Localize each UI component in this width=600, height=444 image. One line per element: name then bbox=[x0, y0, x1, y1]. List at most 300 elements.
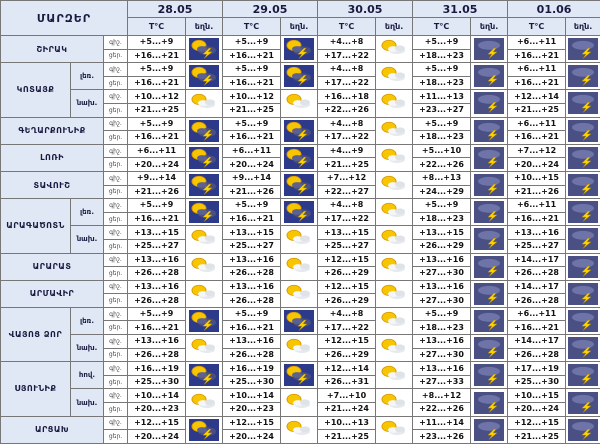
night-temp: +4...+8 bbox=[318, 199, 376, 213]
weather-cell bbox=[186, 416, 223, 443]
partly-cloudy-icon bbox=[186, 337, 222, 359]
day-temp: +26...+28 bbox=[223, 267, 281, 281]
day-temp: +17...+22 bbox=[318, 131, 376, 145]
day-temp: +18...+23 bbox=[413, 321, 471, 335]
sun-thunderstorm-icon bbox=[186, 147, 222, 169]
sun-thunderstorm-icon bbox=[281, 364, 317, 386]
night-temp: +7...+10 bbox=[318, 389, 376, 403]
day-temp: +25...+27 bbox=[508, 239, 566, 253]
partly-cloudy-icon bbox=[376, 337, 412, 359]
day-temp: +26...+28 bbox=[508, 267, 566, 281]
thunderstorm-icon bbox=[471, 92, 507, 114]
sun-thunderstorm-icon bbox=[281, 120, 317, 142]
temp-column-header: T°C bbox=[413, 18, 471, 36]
thunderstorm-icon bbox=[566, 392, 600, 414]
weather-cell bbox=[471, 389, 508, 416]
weather-column-header: եղն. bbox=[376, 18, 413, 36]
period-label: ցեր. bbox=[104, 267, 128, 281]
sun-thunderstorm-icon bbox=[186, 201, 222, 223]
night-temp: +4...+8 bbox=[318, 63, 376, 77]
weather-cell bbox=[281, 362, 318, 389]
table-row bbox=[1, 199, 600, 213]
day-temp: +26...+28 bbox=[128, 294, 186, 308]
night-temp: +12...+15 bbox=[318, 280, 376, 294]
night-temp: +13...+15 bbox=[128, 226, 186, 240]
night-temp: +14...+17 bbox=[508, 335, 566, 349]
partly-cloudy-icon bbox=[186, 92, 222, 114]
region-name: ԼՈՌԻ bbox=[1, 144, 104, 171]
day-temp: +16...+21 bbox=[508, 49, 566, 63]
subregion-label: լեռ. bbox=[71, 63, 104, 90]
sun-thunderstorm-icon bbox=[281, 147, 317, 169]
weather-cell bbox=[471, 117, 508, 144]
night-temp: +6...+11 bbox=[508, 117, 566, 131]
temp-column-header: T°C bbox=[318, 18, 376, 36]
night-temp: +14...+17 bbox=[508, 253, 566, 267]
night-temp: +5...+9 bbox=[223, 36, 281, 50]
period-label: ցեր. bbox=[104, 375, 128, 389]
day-temp: +16...+21 bbox=[223, 49, 281, 63]
weather-cell bbox=[471, 144, 508, 171]
region-name: ԱՐԱՐԱՏ bbox=[1, 253, 104, 280]
day-temp: +21...+26 bbox=[223, 185, 281, 199]
night-temp: +4...+8 bbox=[318, 117, 376, 131]
sun-thunderstorm-icon bbox=[281, 174, 317, 196]
night-temp: +12...+14 bbox=[318, 362, 376, 376]
weather-cell bbox=[376, 253, 413, 280]
weather-column-header: եղն. bbox=[186, 18, 223, 36]
day-temp: +16...+21 bbox=[508, 212, 566, 226]
subregion-label: նախ. bbox=[71, 335, 104, 362]
thunderstorm-icon bbox=[471, 419, 507, 441]
weather-cell bbox=[566, 362, 600, 389]
night-temp: +5...+9 bbox=[413, 63, 471, 77]
thunderstorm-icon bbox=[471, 228, 507, 250]
weather-cell bbox=[376, 416, 413, 443]
day-temp: +16...+21 bbox=[223, 76, 281, 90]
weather-cell bbox=[471, 226, 508, 253]
day-temp: +20...+24 bbox=[223, 430, 281, 444]
period-label: գիշ. bbox=[104, 335, 128, 349]
weather-cell bbox=[471, 335, 508, 362]
weather-cell bbox=[376, 117, 413, 144]
day-temp: +27...+30 bbox=[413, 294, 471, 308]
weather-column-header: եղն. bbox=[281, 18, 318, 36]
thunderstorm-icon bbox=[471, 392, 507, 414]
temp-column-header: T°C bbox=[128, 18, 186, 36]
table-row bbox=[1, 226, 600, 240]
weather-cell bbox=[281, 199, 318, 226]
period-label: ցեր. bbox=[104, 103, 128, 117]
night-temp: +6...+11 bbox=[128, 144, 186, 158]
night-temp: +9...+14 bbox=[128, 171, 186, 185]
day-temp: +25...+30 bbox=[223, 375, 281, 389]
night-temp: +5...+9 bbox=[223, 63, 281, 77]
period-label: գիշ. bbox=[104, 253, 128, 267]
partly-cloudy-icon bbox=[376, 392, 412, 414]
table-row bbox=[1, 253, 600, 267]
thunderstorm-icon bbox=[471, 337, 507, 359]
period-label: ցեր. bbox=[104, 403, 128, 417]
region-name: ՎԱՅՈՑ ՁՈՐ bbox=[1, 307, 71, 361]
day-temp: +16...+21 bbox=[128, 212, 186, 226]
weather-cell bbox=[566, 307, 600, 334]
night-temp: +5...+9 bbox=[223, 307, 281, 321]
sun-thunderstorm-icon bbox=[186, 120, 222, 142]
night-temp: +13...+16 bbox=[128, 280, 186, 294]
night-temp: +6...+11 bbox=[508, 307, 566, 321]
night-temp: +12...+15 bbox=[128, 416, 186, 430]
table-row bbox=[1, 63, 600, 77]
day-temp: +18...+23 bbox=[413, 131, 471, 145]
day-temp: +16...+21 bbox=[508, 131, 566, 145]
night-temp: +13...+15 bbox=[318, 226, 376, 240]
night-temp: +5...+9 bbox=[128, 36, 186, 50]
day-temp: +18...+23 bbox=[413, 49, 471, 63]
night-temp: +16...+19 bbox=[128, 362, 186, 376]
weather-cell bbox=[281, 171, 318, 198]
day-temp: +25...+30 bbox=[128, 375, 186, 389]
weather-cell bbox=[376, 335, 413, 362]
weather-column-header: եղն. bbox=[566, 18, 600, 36]
weather-cell bbox=[376, 144, 413, 171]
sun-thunderstorm-icon bbox=[186, 65, 222, 87]
temp-column-header: T°C bbox=[223, 18, 281, 36]
weather-cell bbox=[471, 171, 508, 198]
night-temp: +4...+8 bbox=[318, 307, 376, 321]
day-temp: +21...+25 bbox=[508, 103, 566, 117]
weather-cell bbox=[186, 253, 223, 280]
night-temp: +13...+16 bbox=[223, 280, 281, 294]
sun-thunderstorm-icon bbox=[186, 174, 222, 196]
sun-thunderstorm-icon bbox=[186, 364, 222, 386]
weather-cell bbox=[566, 280, 600, 307]
weather-cell bbox=[186, 199, 223, 226]
day-temp: +26...+28 bbox=[508, 294, 566, 308]
day-temp: +26...+29 bbox=[318, 348, 376, 362]
partly-cloudy-icon bbox=[376, 256, 412, 278]
day-temp: +20...+24 bbox=[223, 158, 281, 172]
region-name: ԳԵՂԱՐՔՈՒՆԻՔ bbox=[1, 117, 104, 144]
partly-cloudy-icon bbox=[186, 392, 222, 414]
sun-thunderstorm-icon bbox=[281, 65, 317, 87]
thunderstorm-icon bbox=[566, 228, 600, 250]
weather-cell bbox=[186, 362, 223, 389]
night-temp: +13...+15 bbox=[223, 226, 281, 240]
day-temp: +26...+29 bbox=[318, 294, 376, 308]
weather-cell bbox=[186, 63, 223, 90]
partly-cloudy-icon bbox=[281, 337, 317, 359]
day-temp: +21...+25 bbox=[223, 103, 281, 117]
night-temp: +6...+11 bbox=[508, 36, 566, 50]
night-temp: +11...+13 bbox=[413, 90, 471, 104]
weather-cell bbox=[281, 416, 318, 443]
period-label: գիշ. bbox=[104, 226, 128, 240]
day-temp: +25...+27 bbox=[128, 239, 186, 253]
thunderstorm-icon bbox=[566, 256, 600, 278]
partly-cloudy-icon bbox=[376, 310, 412, 332]
weather-cell bbox=[566, 144, 600, 171]
period-label: գիշ. bbox=[104, 416, 128, 430]
table-row bbox=[1, 307, 600, 321]
partly-cloudy-icon bbox=[281, 419, 317, 441]
night-temp: +5...+9 bbox=[413, 199, 471, 213]
period-label: ցեր. bbox=[104, 158, 128, 172]
night-temp: +10...+14 bbox=[223, 389, 281, 403]
day-temp: +16...+21 bbox=[508, 76, 566, 90]
partly-cloudy-icon bbox=[186, 256, 222, 278]
day-temp: +20...+24 bbox=[508, 403, 566, 417]
weather-cell bbox=[566, 171, 600, 198]
night-temp: +13...+16 bbox=[508, 226, 566, 240]
thunderstorm-icon bbox=[471, 38, 507, 60]
night-temp: +5...+9 bbox=[128, 199, 186, 213]
period-label: գիշ. bbox=[104, 63, 128, 77]
regions-header: ՄԱՐԶԵՐ bbox=[1, 1, 128, 36]
thunderstorm-icon bbox=[566, 174, 600, 196]
weather-cell bbox=[471, 36, 508, 63]
day-temp: +21...+25 bbox=[318, 158, 376, 172]
day-temp: +26...+28 bbox=[128, 348, 186, 362]
partly-cloudy-icon bbox=[376, 92, 412, 114]
night-temp: +13...+16 bbox=[128, 253, 186, 267]
night-temp: +6...+11 bbox=[508, 199, 566, 213]
thunderstorm-icon bbox=[471, 310, 507, 332]
thunderstorm-icon bbox=[566, 337, 600, 359]
period-label: ցեր. bbox=[104, 430, 128, 444]
night-temp: +12...+15 bbox=[318, 253, 376, 267]
partly-cloudy-icon bbox=[186, 283, 222, 305]
period-label: գիշ. bbox=[104, 362, 128, 376]
night-temp: +17...+19 bbox=[508, 362, 566, 376]
night-temp: +7...+12 bbox=[508, 144, 566, 158]
weather-cell bbox=[376, 36, 413, 63]
thunderstorm-icon bbox=[471, 283, 507, 305]
thunderstorm-icon bbox=[471, 147, 507, 169]
weather-cell bbox=[566, 63, 600, 90]
day-temp: +25...+27 bbox=[223, 239, 281, 253]
region-name: ՏԱՎՈՒՇ bbox=[1, 171, 104, 198]
partly-cloudy-icon bbox=[376, 147, 412, 169]
period-label: ցեր. bbox=[104, 49, 128, 63]
night-temp: +13...+16 bbox=[223, 253, 281, 267]
period-label: գիշ. bbox=[104, 144, 128, 158]
weather-cell bbox=[471, 90, 508, 117]
night-temp: +10...+12 bbox=[128, 90, 186, 104]
region-name: ՍՅՈՒՆԻՔ bbox=[1, 362, 71, 416]
weather-cell bbox=[376, 307, 413, 334]
day-temp: +27...+30 bbox=[413, 267, 471, 281]
day-temp: +23...+27 bbox=[413, 103, 471, 117]
weather-cell bbox=[186, 226, 223, 253]
night-temp: +12...+15 bbox=[508, 416, 566, 430]
day-temp: +17...+22 bbox=[318, 49, 376, 63]
weather-cell bbox=[376, 362, 413, 389]
night-temp: +10...+14 bbox=[128, 389, 186, 403]
weather-cell bbox=[471, 199, 508, 226]
weather-cell bbox=[566, 416, 600, 443]
weather-cell bbox=[471, 280, 508, 307]
period-label: ցեր. bbox=[104, 239, 128, 253]
partly-cloudy-icon bbox=[186, 228, 222, 250]
sun-thunderstorm-icon bbox=[281, 310, 317, 332]
day-temp: +26...+29 bbox=[318, 267, 376, 281]
thunderstorm-icon bbox=[566, 201, 600, 223]
day-temp: +27...+33 bbox=[413, 375, 471, 389]
day-temp: +17...+22 bbox=[318, 321, 376, 335]
night-temp: +13...+16 bbox=[413, 335, 471, 349]
weather-cell bbox=[186, 36, 223, 63]
region-name: ԿՈՏԱՅՔ bbox=[1, 63, 71, 117]
day-temp: +21...+25 bbox=[318, 430, 376, 444]
night-temp: +5...+9 bbox=[128, 117, 186, 131]
weather-cell bbox=[281, 63, 318, 90]
night-temp: +5...+9 bbox=[413, 117, 471, 131]
date-header: 28.05 bbox=[128, 1, 223, 18]
thunderstorm-icon bbox=[566, 92, 600, 114]
period-label: գիշ. bbox=[104, 280, 128, 294]
weather-cell bbox=[566, 253, 600, 280]
night-temp: +5...+9 bbox=[413, 307, 471, 321]
thunderstorm-icon bbox=[566, 283, 600, 305]
weather-cell bbox=[281, 335, 318, 362]
day-temp: +25...+30 bbox=[508, 375, 566, 389]
partly-cloudy-icon bbox=[281, 283, 317, 305]
weather-cell bbox=[281, 307, 318, 334]
period-label: ցեր. bbox=[104, 348, 128, 362]
night-temp: +13...+15 bbox=[413, 226, 471, 240]
weather-cell bbox=[471, 416, 508, 443]
date-header: 01.06 bbox=[508, 1, 600, 18]
subregion-label: լեռ. bbox=[71, 199, 104, 226]
weather-cell bbox=[281, 389, 318, 416]
day-temp: +17...+22 bbox=[318, 76, 376, 90]
partly-cloudy-icon bbox=[376, 38, 412, 60]
thunderstorm-icon bbox=[566, 38, 600, 60]
night-temp: +8...+13 bbox=[413, 171, 471, 185]
table-row bbox=[1, 280, 600, 294]
weather-cell bbox=[186, 171, 223, 198]
day-temp: +16...+21 bbox=[128, 76, 186, 90]
sun-thunderstorm-icon bbox=[281, 38, 317, 60]
thunderstorm-icon bbox=[566, 65, 600, 87]
weather-cell bbox=[471, 253, 508, 280]
weather-cell bbox=[471, 63, 508, 90]
night-temp: +10...+12 bbox=[223, 90, 281, 104]
day-temp: +20...+23 bbox=[128, 403, 186, 417]
weather-cell bbox=[281, 280, 318, 307]
weather-cell bbox=[376, 389, 413, 416]
partly-cloudy-icon bbox=[376, 120, 412, 142]
night-temp: +4...+8 bbox=[318, 36, 376, 50]
region-name: ՇԻՐԱԿ bbox=[1, 36, 104, 63]
date-header: 30.05 bbox=[318, 1, 413, 18]
subregion-label: լեռ. bbox=[71, 307, 104, 334]
thunderstorm-icon bbox=[566, 120, 600, 142]
weather-cell bbox=[281, 117, 318, 144]
night-temp: +6...+11 bbox=[508, 63, 566, 77]
night-temp: +9...+14 bbox=[223, 171, 281, 185]
region-name: ԱՐԱԳԱԾՈՏՆ bbox=[1, 199, 71, 253]
day-temp: +21...+24 bbox=[318, 403, 376, 417]
weather-cell bbox=[186, 280, 223, 307]
partly-cloudy-icon bbox=[376, 419, 412, 441]
day-temp: +16...+21 bbox=[508, 321, 566, 335]
day-temp: +26...+31 bbox=[318, 375, 376, 389]
weather-column-header: եղն. bbox=[471, 18, 508, 36]
day-temp: +26...+29 bbox=[413, 239, 471, 253]
table-row bbox=[1, 335, 600, 349]
table-row bbox=[1, 144, 600, 158]
night-temp: +5...+9 bbox=[223, 199, 281, 213]
day-temp: +20...+23 bbox=[223, 403, 281, 417]
day-temp: +22...+26 bbox=[413, 158, 471, 172]
day-temp: +16...+21 bbox=[223, 131, 281, 145]
night-temp: +6...+11 bbox=[223, 144, 281, 158]
weather-cell bbox=[281, 226, 318, 253]
weather-cell bbox=[471, 307, 508, 334]
table-row bbox=[1, 171, 600, 185]
day-temp: +21...+26 bbox=[128, 185, 186, 199]
day-temp: +20...+24 bbox=[508, 158, 566, 172]
period-label: ցեր. bbox=[104, 294, 128, 308]
weather-cell bbox=[566, 335, 600, 362]
subregion-label: հով. bbox=[71, 362, 104, 389]
night-temp: +14...+17 bbox=[508, 280, 566, 294]
partly-cloudy-icon bbox=[376, 228, 412, 250]
night-temp: +5...+9 bbox=[128, 307, 186, 321]
weather-cell bbox=[281, 36, 318, 63]
day-temp: +23...+26 bbox=[413, 430, 471, 444]
table-row bbox=[1, 389, 600, 403]
thunderstorm-icon bbox=[471, 201, 507, 223]
night-temp: +12...+15 bbox=[318, 335, 376, 349]
night-temp: +5...+10 bbox=[413, 144, 471, 158]
partly-cloudy-icon bbox=[376, 174, 412, 196]
weather-cell bbox=[186, 144, 223, 171]
date-header: 31.05 bbox=[413, 1, 508, 18]
day-temp: +26...+28 bbox=[223, 348, 281, 362]
day-temp: +25...+27 bbox=[318, 239, 376, 253]
table-row bbox=[1, 416, 600, 430]
period-label: գիշ. bbox=[104, 199, 128, 213]
night-temp: +13...+16 bbox=[413, 253, 471, 267]
weather-cell bbox=[186, 117, 223, 144]
day-temp: +18...+23 bbox=[413, 212, 471, 226]
table-row bbox=[1, 117, 600, 131]
table-row bbox=[1, 90, 600, 104]
weather-cell bbox=[281, 253, 318, 280]
weather-cell bbox=[281, 144, 318, 171]
thunderstorm-icon bbox=[471, 364, 507, 386]
period-label: գիշ. bbox=[104, 36, 128, 50]
subregion-label: նախ. bbox=[71, 90, 104, 117]
thunderstorm-icon bbox=[566, 310, 600, 332]
weather-cell bbox=[186, 389, 223, 416]
day-temp: +20...+24 bbox=[128, 158, 186, 172]
weather-cell bbox=[471, 362, 508, 389]
day-temp: +26...+28 bbox=[128, 267, 186, 281]
day-temp: +16...+21 bbox=[128, 49, 186, 63]
period-label: գիշ. bbox=[104, 90, 128, 104]
weather-cell bbox=[186, 90, 223, 117]
thunderstorm-icon bbox=[566, 419, 600, 441]
night-temp: +5...+9 bbox=[128, 63, 186, 77]
night-temp: +16...+19 bbox=[223, 362, 281, 376]
partly-cloudy-icon bbox=[281, 228, 317, 250]
subregion-label: նախ. bbox=[71, 389, 104, 416]
thunderstorm-icon bbox=[471, 120, 507, 142]
